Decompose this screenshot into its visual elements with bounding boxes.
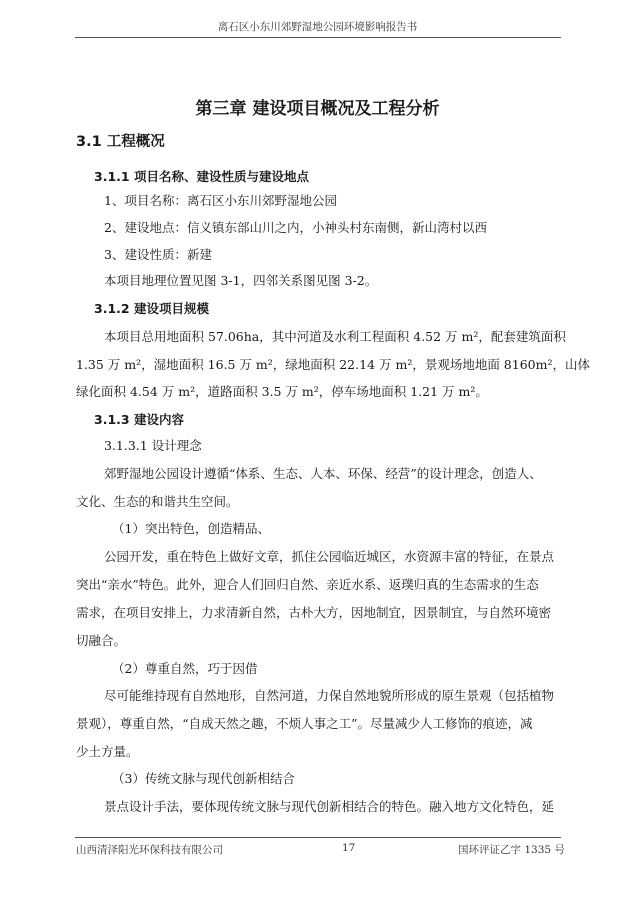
list-heading: （1）突出特色，创造精品、 — [112, 521, 270, 536]
paragraph-line: 需求，在项目安排上，力求清新自然，古朴大方，因地制宜，因景制宜，与自然环境密 — [76, 605, 552, 620]
chapter-title: 第三章 建设项目概况及工程分析 — [195, 99, 440, 119]
paragraph-line: 少土方量。 — [76, 744, 139, 759]
subsection-heading: 3.1.3 建设内容 — [94, 412, 184, 427]
subsection-heading: 3.1.1 项目名称、建设性质与建设地点 — [94, 169, 309, 184]
list-heading: （2）尊重自然，巧于因借 — [112, 661, 258, 676]
footer-divider — [75, 837, 561, 838]
sub-subsection-heading: 3.1.3.1 设计理念 — [104, 438, 202, 453]
section-title: 3.1 工程概况 — [76, 134, 165, 150]
paragraph-line: 1、项目名称：离石区小东川郊野湿地公园 — [104, 193, 337, 208]
paragraph-line: 文化、生态的和谐共生空间。 — [76, 494, 239, 509]
paragraph-line: 公园开发，重在特色上做好文章，抓住公园临近城区，水资源丰富的特征，在景点 — [104, 549, 555, 564]
paragraph-line: 景观），尊重自然，“自成天然之趣，不烦人事之工”。尽量减少人工修饰的痕迹，减 — [76, 716, 533, 731]
paragraph-line: 切融合。 — [76, 633, 127, 648]
paragraph-line: 本项目总用地面积 57.06ha，其中河道及水利工程面积 4.52 万 m²，配套建筑面积 — [104, 329, 566, 344]
paragraph-line: 1.35 万 m²，湿地面积 16.5 万 m²，绿地面积 22.14 万 m²，景观场地地面 8160m²，山体 — [76, 357, 590, 372]
list-heading: （3）传统文脉与现代创新相结合 — [112, 771, 295, 786]
paragraph-line: 突出“亲水”特色。此外，迎合人们回归自然、亲近水系、返璞归真的生态需求的生态 — [76, 577, 539, 592]
footer-certificate: 国环评证乙字 1335 号 — [458, 844, 565, 856]
paragraph-line: 景点设计手法，要体现传统文脉与现代创新相结合的特色。融入地方文化特色，延 — [104, 799, 555, 814]
paragraph-line: 郊野湿地公园设计遵循“体系、生态、人本、环保、经营”的设计理念，创造人、 — [104, 466, 542, 481]
header-divider — [75, 37, 561, 38]
paragraph-line: 尽可能维持现有自然地形，自然河道，力保自然地貌所形成的原生景观（包括植物 — [104, 688, 555, 703]
page-number: 17 — [342, 842, 356, 854]
paragraph-line: 绿化面积 4.54 万 m²，道路面积 3.5 万 m²，停车场地面积 1.21 万 m²。 — [76, 384, 488, 399]
running-header: 离石区小东川郊野湿地公园环境影响报告书 — [217, 21, 418, 33]
subsection-heading: 3.1.2 建设项目规模 — [94, 301, 209, 316]
paragraph-line: 本项目地理位置见图 3-1，四邻关系图见图 3-2。 — [104, 273, 378, 288]
paragraph-line: 2、建设地点：信义镇东部山川之内，小神头村东南侧，新山湾村以西 — [104, 220, 487, 235]
paragraph-line: 3、建设性质：新建 — [104, 247, 212, 262]
footer-company: 山西清泽阳光环保科技有限公司 — [76, 844, 223, 856]
